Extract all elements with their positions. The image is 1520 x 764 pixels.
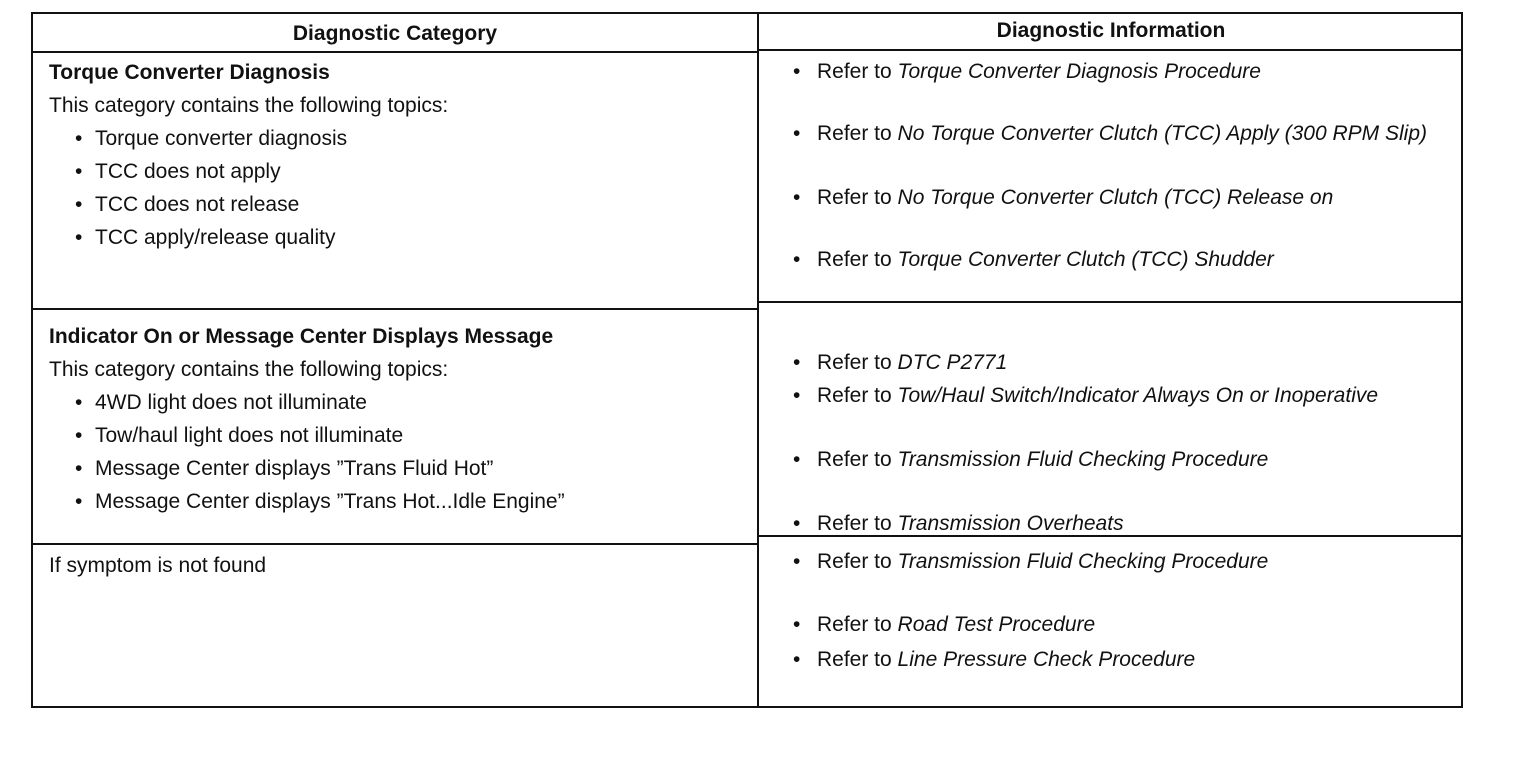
reference-procedure: Line Pressure Check Procedure	[897, 648, 1196, 671]
column-divider	[757, 14, 759, 706]
diagnostic-table	[31, 12, 1463, 708]
topic-list	[49, 122, 749, 254]
reference-prefix: Refer to	[817, 550, 892, 573]
bullet-icon: •	[793, 248, 801, 271]
topic-list	[49, 386, 749, 518]
reference-procedure: No Torque Converter Clutch (TCC) Apply (300 RPM Slip)	[897, 122, 1428, 145]
category-cell-symptom-not-found	[49, 549, 749, 582]
bullet-icon: •	[793, 384, 801, 407]
category-text: If symptom is not found	[49, 554, 267, 577]
reference-procedure: Road Test Procedure	[897, 613, 1096, 636]
reference-prefix: Refer to	[817, 648, 892, 671]
topic-item: • TCC apply/release quality	[75, 221, 749, 254]
reference-item	[793, 56, 1477, 87]
category-cell-indicator-message	[49, 320, 749, 518]
category-title: Indicator On or Message Center Displays Message	[49, 325, 554, 348]
reference-procedure: DTC P2771	[897, 351, 1008, 374]
reference-prefix: Refer to	[817, 60, 892, 83]
topic-item: • Torque converter diagnosis	[75, 122, 749, 155]
row-divider	[33, 308, 757, 310]
topic-item: • TCC does not apply	[75, 155, 749, 188]
bullet-icon: •	[793, 613, 801, 636]
reference-procedure: Transmission Fluid Checking Procedure	[897, 550, 1269, 573]
reference-item	[793, 182, 1477, 213]
bullet-icon: •	[793, 448, 801, 471]
topic-item: • Tow/haul light does not illuminate	[75, 419, 749, 452]
topic-item: • 4WD light does not illuminate	[75, 386, 749, 419]
category-description: This category contains the following topics:	[49, 358, 449, 381]
category-title: Torque Converter Diagnosis	[49, 61, 330, 84]
reference-prefix: Refer to	[817, 248, 892, 271]
reference-prefix: Refer to	[817, 512, 892, 535]
reference-procedure: No Torque Converter Clutch (TCC) Release on	[897, 186, 1334, 209]
bullet-icon: •	[793, 60, 801, 83]
category-description: This category contains the following topics:	[49, 94, 449, 117]
reference-item	[793, 118, 1457, 149]
topic-item: • TCC does not release	[75, 188, 749, 221]
bullet-icon: •	[793, 648, 801, 671]
reference-prefix: Refer to	[817, 351, 892, 374]
bullet-icon: •	[793, 550, 801, 573]
row-divider-right	[757, 301, 1463, 303]
header-diagnostic-information: Diagnostic Information	[996, 19, 1226, 42]
bullet-icon: •	[793, 186, 801, 209]
bullet-icon: •	[793, 512, 801, 535]
reference-procedure: Transmission Overheats	[897, 512, 1124, 535]
bullet-icon: •	[793, 351, 801, 374]
bullet-icon: •	[793, 122, 801, 145]
reference-prefix: Refer to	[817, 186, 892, 209]
reference-procedure: Transmission Fluid Checking Procedure	[897, 448, 1269, 471]
reference-item	[793, 508, 1477, 539]
reference-prefix: Refer to	[817, 384, 892, 407]
reference-procedure: Torque Converter Diagnosis Procedure	[897, 60, 1261, 83]
reference-item	[793, 609, 1477, 640]
reference-procedure: Torque Converter Clutch (TCC) Shudder	[897, 248, 1274, 271]
category-cell-torque-converter	[49, 56, 749, 254]
row-divider	[33, 543, 757, 545]
reference-procedure: Tow/Haul Switch/Indicator Always On or Inoperative	[897, 384, 1379, 407]
reference-item	[793, 347, 1477, 378]
reference-prefix: Refer to	[817, 613, 892, 636]
reference-item	[793, 444, 1477, 475]
topic-item: • Message Center displays ”Trans Fluid Hot”	[75, 452, 749, 485]
reference-item	[793, 380, 1397, 411]
reference-prefix: Refer to	[817, 122, 892, 145]
reference-item	[793, 546, 1477, 577]
reference-item	[793, 644, 1477, 675]
topic-item: • Message Center displays ”Trans Hot...Idle Engine”	[75, 485, 749, 518]
reference-item	[793, 244, 1477, 275]
reference-prefix: Refer to	[817, 448, 892, 471]
header-diagnostic-category: Diagnostic Category	[292, 22, 498, 45]
